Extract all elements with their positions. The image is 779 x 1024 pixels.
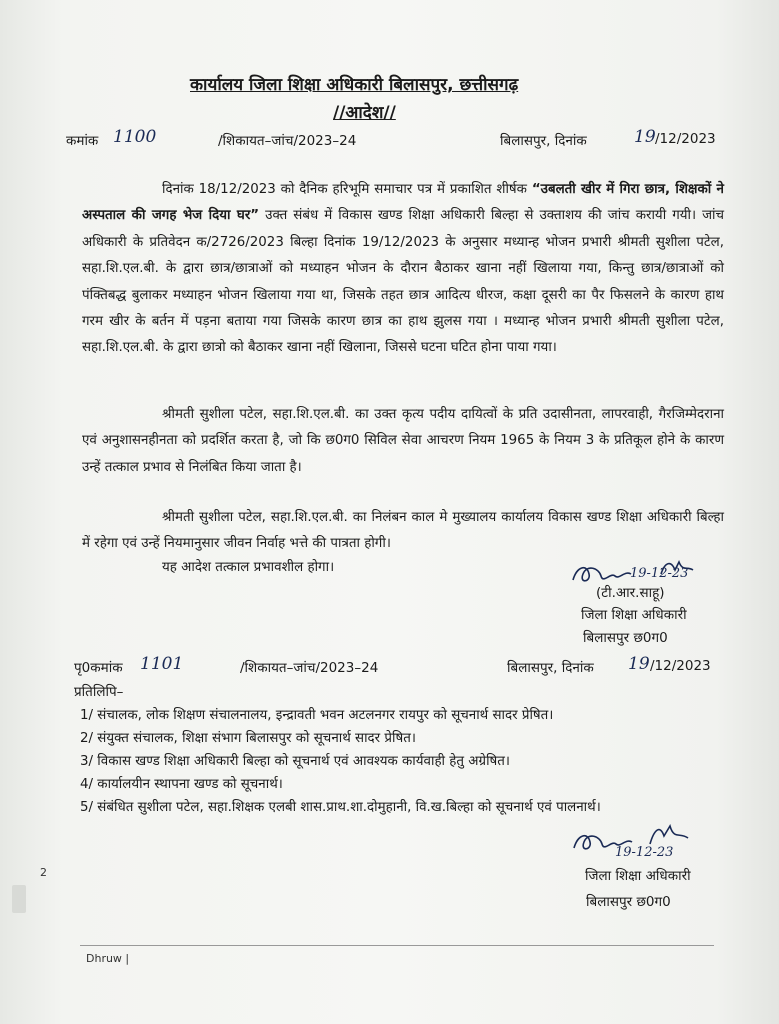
body-paragraph-1 [82,177,724,362]
copy-item-4: 4/ कार्यालयीन स्थापना खण्ड को सूचनार्थ। [80,777,283,792]
p1-rest: उक्त संबंध में विकास खण्ड शिक्षा अधिकारी बिल्हा से उक्ताशय की जांच करायी गयी। जांच अधिकारी के प्रतिवेदन क/2726/2023 बिल्हा दिनांक 19/12/2023 के अनुसार मध्यान्ह भोजन प्रभारी श्रीमती सुशीला पटेल, सहा.शि.एल.बी. के द्वारा छात्र/छात्राओं को मध्याहन भोजन के दौरान बैठाकर खाना नहीं खिलाया गया, किन्तु छात्र/छात्राओं को पंक्तिबद्ध बुलाकर मध्याहन भोजन खिलाया गया था, जिसके तहत छात्र आदित्य धीरज, कक्षा दूसरी का पैर फिसलने के कारण हाथ गरम खीर के बर्तन में पड़ना बताया गया जिसके कारण छात्र का हाथ झुलस गया । मध्यान्ह भोजन प्रभारी श्रीमती सुशीला पटेल, सहा.शि.एल.बी. के द्वारा छात्रो को बैठाकर खाना नहीं खिलाना, जिससे घटना घटित होना पाया गया। [82,208,724,356]
ref2-day-handwritten: 19 [628,654,650,674]
copy-item-2: 2/ संयुक्त संचालक, शिक्षा संभाग बिलासपुर को सूचनार्थ सादर प्रेषित। [80,731,416,746]
body-paragraph-4: यह आदेश तत्काल प्रभावशील होगा। [162,560,335,575]
p1-start: दिनांक 18/12/2023 को दैनिक हरिभूमि समाचार पत्र में प्रकाशित शीर्षक [162,182,532,197]
signature-2-designation: जिला शिक्षा अधिकारी [585,868,691,884]
signature-1-place: बिलासपुर छ0ग0 [583,630,668,646]
page-fold-mark [12,885,26,913]
body-paragraph-2 [82,402,724,481]
page-number: 2 [40,866,47,879]
p2-text: श्रीमती सुशीला पटेल, सहा.शि.एल.बी. का उक्त कृत्य पदीय दायित्वों के प्रति उदासीनता, लापरवाही, गैरजिम्मेदराना एवं अनुशासनहीनता को प्रदर्शित करता है, जो कि छ0ग0 सिविल सेवा आचरण नियम 1965 के नियम 3 के प्रतिकूल होने के कारण उन्हें तत्काल प्रभाव से निलंबित किया जाता है। [82,407,724,475]
p3-text: श्रीमती सुशीला पटेल, सहा.शि.एल.बी. का निलंबन काल मे मुख्यालय कार्यालय विकास खण्ड शिक्षा अधिकारी बिल्हा में रहेगा एवं उन्हें नियमानुसार जीवन निर्वाह भत्ते की पात्रता होगी। [82,510,724,552]
ref-number-handwritten: 1100 [113,127,157,147]
signature-2-place: बिलासपुर छ0ग0 [586,894,671,910]
signature-1-date: 19-12-23 [630,566,689,581]
signature-2-date: 19-12-23 [615,845,674,860]
footer-text: Dhruw | [86,952,130,965]
ref-day-handwritten: 19 [634,127,656,147]
signature-1-name: (टी.आर.साहू) [596,585,665,601]
ref2-month-year: /12/2023 [650,658,711,674]
copy-heading: प्रतिलिपि– [74,684,124,700]
signature-1-designation: जिला शिक्षा अधिकारी [581,607,687,623]
body-paragraph-3 [82,505,724,558]
ref-place-date-label: बिलासपुर, दिनांक [500,133,587,149]
copy-item-5: 5/ संबंधित सुशीला पटेल, सहा.शिक्षक एलबी शास.प्राथ.शा.दोमुहानी, वि.ख.बिल्हा को सूचनार्थ एवं पालनार्थ। [80,800,601,815]
ref-label: कमांक [66,133,99,149]
office-title: कार्यालय जिला शिक्षा अधिकारी बिलासपुर, छत्तीसगढ़ [190,75,519,95]
copy-item-1: 1/ संचालक, लोक शिक्षण संचालनालय, इन्द्रावती भवन अटलनगर रायपुर को सूचनार्थ सादर प्रेषित। [80,708,554,723]
ref2-number-handwritten: 1101 [140,654,184,674]
ref-subject: /शिकायत–जांच/2023–24 [218,133,357,149]
ref2-subject: /शिकायत–जांच/2023–24 [240,660,379,676]
order-title: //आदेश// [333,103,396,123]
news-headline: “उबलती खीर में गिरा छात्र, शिक्षकों ने अस्पताल की जगह भेज दिया घर” [82,182,724,224]
ref2-place-date-label: बिलासपुर, दिनांक [507,660,594,676]
ref2-label: पृ0कमांक [74,660,123,676]
copy-item-3: 3/ विकास खण्ड शिक्षा अधिकारी बिल्हा को सूचनार्थ एवं आवश्यक कार्यवाही हेतु अग्रेषित। [80,754,510,769]
ref-month-year: /12/2023 [655,131,716,147]
footer-divider [80,945,714,946]
